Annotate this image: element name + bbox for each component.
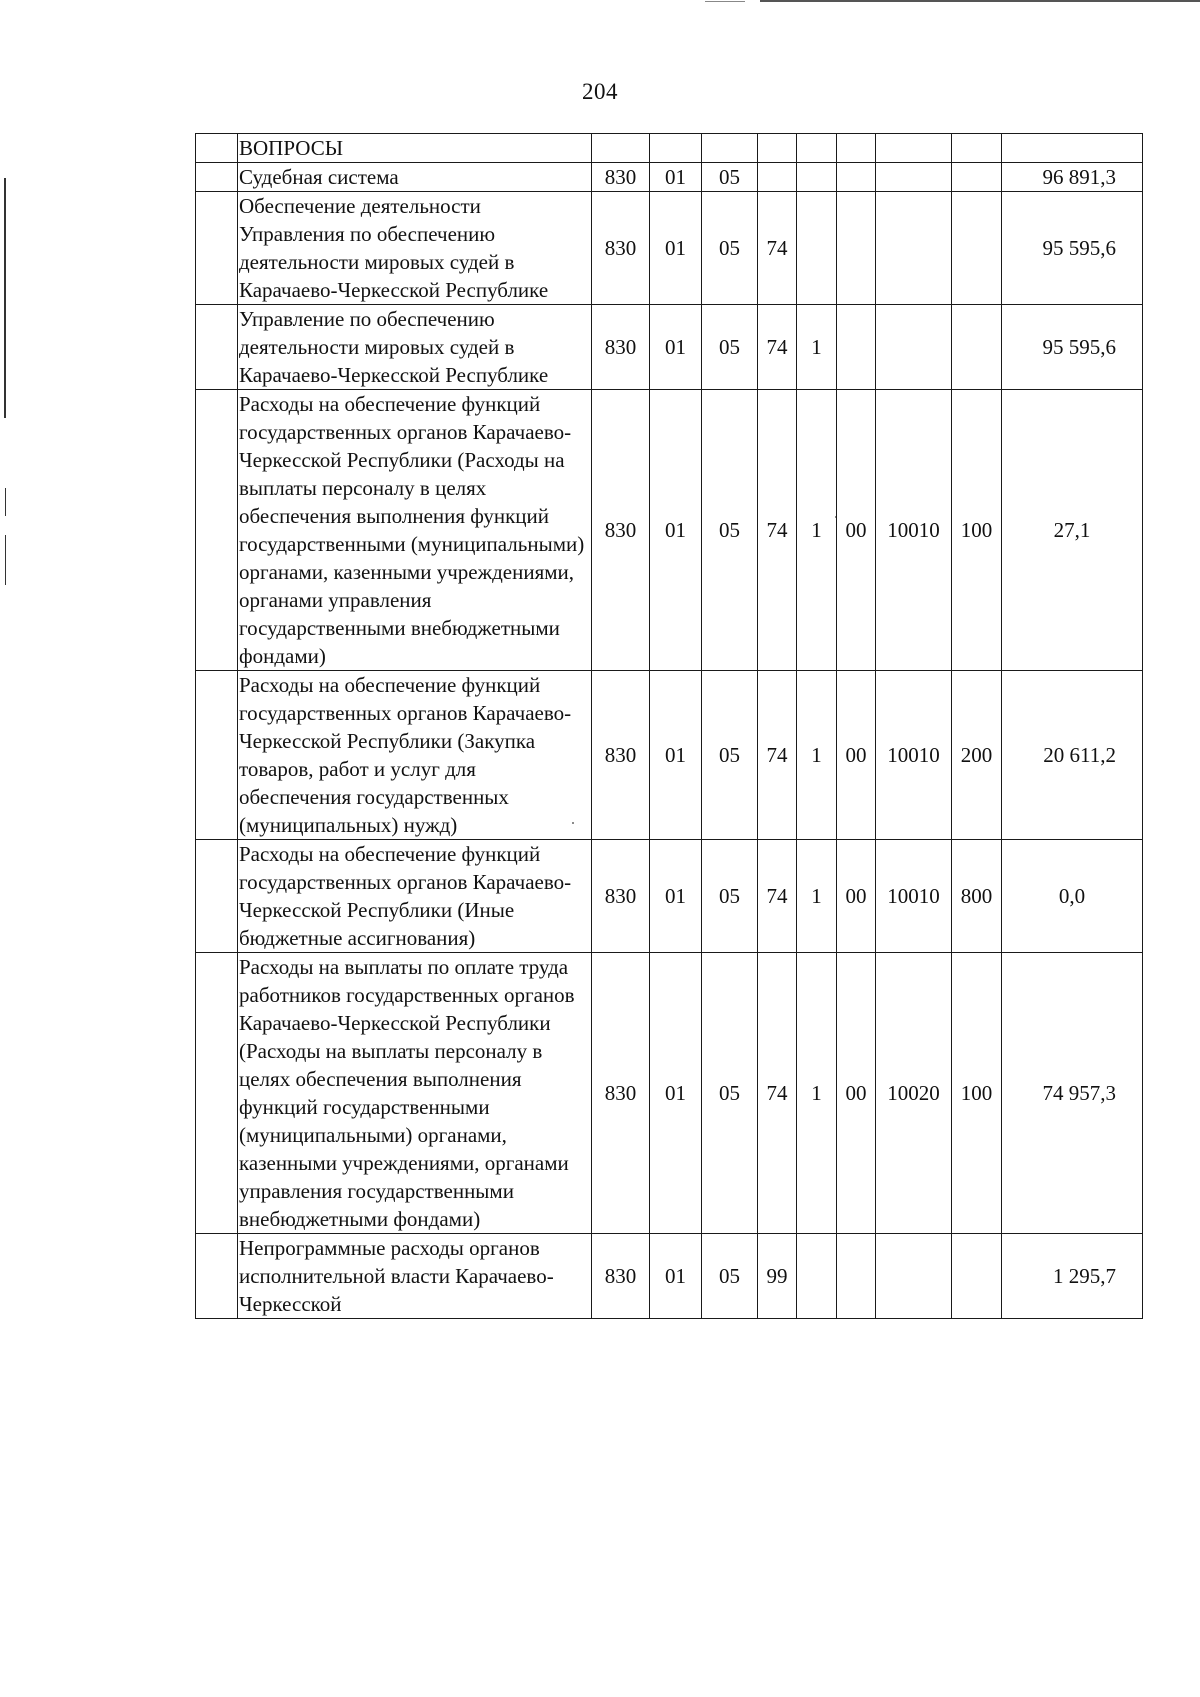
department-code-cell: 830 — [592, 1234, 650, 1319]
table-row — [196, 134, 1143, 163]
expense-code-cell — [876, 163, 952, 192]
expense-code-cell — [876, 134, 952, 163]
section-code-cell: 01 — [650, 305, 702, 390]
expense-type-cell: 200 — [952, 671, 1002, 840]
item-name-cell: Расходы на выплаты по оплате труда работников государственных органов Карачаево-Черкесской Республики (Расходы на выплаты персоналу в целях обеспечения выполнения функций государственными (муниципальными) органами, казенными учреждениями, органами управления государственными внебюджетными фондами) — [238, 953, 592, 1234]
direction-code-cell — [837, 305, 876, 390]
subprogram-code-cell: 1 — [797, 671, 837, 840]
subprogram-code-cell — [797, 163, 837, 192]
direction-code-cell — [837, 192, 876, 305]
subsection-code-cell: 05 — [702, 840, 758, 953]
program-code-cell — [758, 163, 797, 192]
expense-type-cell: 100 — [952, 953, 1002, 1234]
expense-code-cell: 10010 — [876, 840, 952, 953]
amount-cell: 27,1 — [1002, 390, 1143, 671]
section-code-cell: 01 — [650, 1234, 702, 1319]
subprogram-code-cell: 1 — [797, 840, 837, 953]
subprogram-code-cell: 1 — [797, 953, 837, 1234]
subprogram-code-cell — [797, 134, 837, 163]
subprogram-code-cell: 1 — [797, 390, 837, 671]
program-code-cell: 74 — [758, 671, 797, 840]
program-code-cell — [758, 134, 797, 163]
direction-code-cell: 00 — [837, 840, 876, 953]
page-number: 204 — [582, 79, 618, 104]
department-code-cell: 830 — [592, 305, 650, 390]
department-code-cell: 830 — [592, 671, 650, 840]
table-row — [196, 671, 1143, 840]
item-name-cell: Расходы на обеспечение функций государственных органов Карачаево-Черкесской Республики (Закупка товаров, работ и услуг для обеспечения государственных (муниципальных) нужд) — [238, 671, 592, 840]
program-code-cell: 74 — [758, 390, 797, 671]
program-code-cell: 99 — [758, 1234, 797, 1319]
scan-edge-line — [760, 0, 1200, 2]
section-code-cell: 01 — [650, 390, 702, 671]
subsection-code-cell — [702, 134, 758, 163]
expense-code-cell — [876, 1234, 952, 1319]
subsection-code-cell: 05 — [702, 305, 758, 390]
row-number-cell — [196, 163, 238, 192]
department-code-cell: 830 — [592, 192, 650, 305]
row-number-cell — [196, 671, 238, 840]
subprogram-code-cell — [797, 192, 837, 305]
subsection-code-cell: 05 — [702, 953, 758, 1234]
expense-type-cell — [952, 163, 1002, 192]
table-row — [196, 192, 1143, 305]
budget-table-body — [196, 134, 1143, 1319]
expense-type-cell — [952, 1234, 1002, 1319]
table-row — [196, 390, 1143, 671]
department-code-cell — [592, 134, 650, 163]
table-row — [196, 1234, 1143, 1319]
budget-table — [195, 133, 1143, 1319]
program-code-cell: 74 — [758, 305, 797, 390]
scan-edge-mark — [5, 535, 6, 585]
expense-code-cell — [876, 305, 952, 390]
direction-code-cell — [837, 134, 876, 163]
expense-type-cell — [952, 192, 1002, 305]
row-number-cell — [196, 840, 238, 953]
department-code-cell: 830 — [592, 953, 650, 1234]
expense-type-cell — [952, 305, 1002, 390]
department-code-cell: 830 — [592, 390, 650, 671]
section-code-cell: 01 — [650, 163, 702, 192]
subprogram-code-cell: 1 — [797, 305, 837, 390]
row-number-cell — [196, 390, 238, 671]
section-code-cell: 01 — [650, 671, 702, 840]
table-row — [196, 840, 1143, 953]
program-code-cell: 74 — [758, 192, 797, 305]
section-code-cell: 01 — [650, 192, 702, 305]
section-code-cell: 01 — [650, 840, 702, 953]
expense-code-cell: 10010 — [876, 390, 952, 671]
direction-code-cell: 00 — [837, 390, 876, 671]
expense-type-cell: 800 — [952, 840, 1002, 953]
item-name-cell: Управление по обеспечению деятельности мировых судей в Карачаево-Черкесской Республике — [238, 305, 592, 390]
direction-code-cell — [837, 163, 876, 192]
subprogram-code-cell — [797, 1234, 837, 1319]
direction-code-cell: 00 — [837, 671, 876, 840]
table-row — [196, 305, 1143, 390]
expense-code-cell: 10010 — [876, 671, 952, 840]
subsection-code-cell: 05 — [702, 671, 758, 840]
table-row — [196, 163, 1143, 192]
program-code-cell: 74 — [758, 840, 797, 953]
item-name-cell: Расходы на обеспечение функций государственных органов Карачаево-Черкесской Республики (Иные бюджетные ассигнования) — [238, 840, 592, 953]
expense-code-cell — [876, 192, 952, 305]
row-number-cell — [196, 192, 238, 305]
direction-code-cell: 00 — [837, 953, 876, 1234]
amount-cell — [1002, 134, 1143, 163]
department-code-cell: 830 — [592, 840, 650, 953]
amount-cell: 0,0 — [1002, 840, 1143, 953]
program-code-cell: 74 — [758, 953, 797, 1234]
item-name-cell: Судебная система — [238, 163, 592, 192]
amount-cell: 96 891,3 — [1002, 163, 1143, 192]
subsection-code-cell: 05 — [702, 390, 758, 671]
scan-edge-mark — [5, 488, 6, 516]
row-number-cell — [196, 134, 238, 163]
amount-cell: 95 595,6 — [1002, 305, 1143, 390]
subsection-code-cell: 05 — [702, 1234, 758, 1319]
expense-type-cell — [952, 134, 1002, 163]
expense-code-cell: 10020 — [876, 953, 952, 1234]
direction-code-cell — [837, 1234, 876, 1319]
item-name-cell: ВОПРОСЫ — [238, 134, 592, 163]
row-number-cell — [196, 305, 238, 390]
expense-type-cell: 100 — [952, 390, 1002, 671]
subsection-code-cell: 05 — [702, 192, 758, 305]
department-code-cell: 830 — [592, 163, 650, 192]
amount-cell: 20 611,2 — [1002, 671, 1143, 840]
section-code-cell: 01 — [650, 953, 702, 1234]
row-number-cell — [196, 1234, 238, 1319]
row-number-cell — [196, 953, 238, 1234]
section-code-cell — [650, 134, 702, 163]
amount-cell: 95 595,6 — [1002, 192, 1143, 305]
table-row — [196, 953, 1143, 1234]
item-name-cell: Непрограммные расходы органов исполнительной власти Карачаево-Черкесской — [238, 1234, 592, 1319]
item-name-cell: Расходы на обеспечение функций государственных органов Карачаево-Черкесской Республики (Расходы на выплаты персоналу в целях обеспечения выполнения функций государственными (муниципальными) органами, казенными учреждениями, органами управления государственными внебюджетными фондами) — [238, 390, 592, 671]
scan-edge-mark — [4, 178, 6, 418]
subsection-code-cell: 05 — [702, 163, 758, 192]
amount-cell: 1 295,7 — [1002, 1234, 1143, 1319]
amount-cell: 74 957,3 — [1002, 953, 1143, 1234]
item-name-cell: Обеспечение деятельности Управления по обеспечению деятельности мировых судей в Карачаево-Черкесской Республике — [238, 192, 592, 305]
scan-edge-line — [705, 1, 745, 2]
